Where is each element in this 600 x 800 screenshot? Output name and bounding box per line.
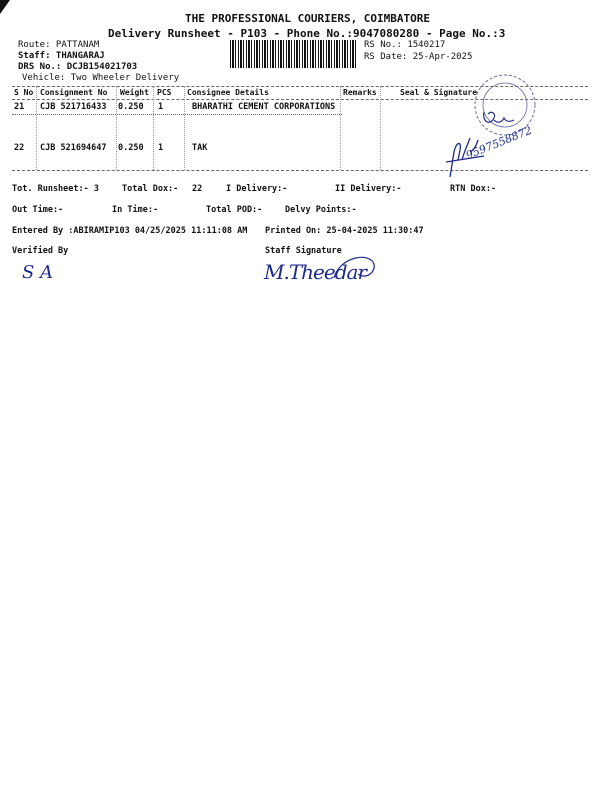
handwritten-phone: 9597558872 [464, 123, 534, 163]
staff-handwritten-signature: M.Theedar [264, 260, 367, 284]
out-time: Out Time:- [12, 205, 64, 215]
company-title: THE PROFESSIONAL COURIERS, COIMBATORE [185, 12, 431, 25]
col-divider [340, 86, 341, 170]
table-row-2-consignment: CJB 521694647 [40, 143, 107, 153]
col-header-pcs: PCS [157, 88, 172, 97]
entered-by: Entered By :ABIRAMIP103 04/25/2025 11:11:08 AM [12, 226, 248, 236]
col-header-remarks: Remarks [343, 88, 377, 97]
total-pod: Total POD:- [206, 205, 263, 215]
delvy-points: Delvy Points:- [285, 205, 357, 215]
table-bottom-rule [12, 170, 588, 171]
receiver-signature-1 [480, 108, 520, 130]
table-row-2-pcs: 1 [158, 143, 164, 153]
row-divider [12, 114, 342, 115]
ii-delivery: II Delivery:- [335, 184, 402, 194]
table-row-1-weight: 0.250 [118, 102, 144, 112]
drs-number: DRS No.: DCJB154021703 [18, 62, 138, 72]
printed-on: Printed On: 25-04-2025 11:30:47 [265, 226, 424, 236]
receiver-signature-2 [440, 132, 490, 182]
total-dox-value: 22 [192, 184, 203, 194]
table-row-2-consignee: TAK [192, 143, 208, 153]
col-divider [153, 86, 154, 170]
table-row-1-sno: 21 [14, 102, 25, 112]
vehicle-label: Vehicle: Two Wheeler Delivery [22, 73, 180, 83]
table-row-2-weight: 0.250 [118, 143, 144, 153]
tot-runsheet: Tot. Runsheet:- 3 [12, 184, 99, 194]
verified-signature: S A [22, 262, 54, 283]
table-row-1-consignment: CJB 521716433 [40, 102, 107, 112]
col-header-consignment: Consignment No [40, 88, 108, 97]
table-row-1-pcs: 1 [158, 102, 164, 112]
col-header-seal-signature: Seal & Signature [400, 88, 478, 97]
staff-signature-flourish [330, 250, 380, 285]
i-delivery: I Delivery:- [226, 184, 288, 194]
rs-date: RS Date: 25-Apr-2025 [364, 52, 473, 62]
staff-signature-label: Staff Signature [265, 246, 342, 256]
barcode [230, 40, 358, 68]
table-row-2-sno: 22 [14, 143, 25, 153]
runsheet-subtitle: Delivery Runsheet - P103 - Phone No.:9047080280 - Page No.:3 [108, 27, 506, 40]
col-header-sno: S No [14, 88, 34, 97]
rs-number: RS No.: 1540217 [364, 40, 446, 50]
col-header-consignee: Consignee Details [187, 88, 269, 97]
rtn-dox: RTN Dox:- [450, 184, 497, 194]
col-header-weight: Weight [120, 88, 149, 97]
total-dox-label: Total Dox:- [122, 184, 179, 194]
col-divider [116, 86, 117, 170]
table-row-1-consignee: BHARATHI CEMENT CORPORATIONS [192, 102, 336, 112]
page-corner-mark [0, 0, 10, 14]
staff-label: Staff: THANGARAJ [18, 51, 105, 61]
verified-by-label: Verified By [12, 246, 69, 256]
col-divider [36, 86, 37, 170]
in-time: In Time:- [112, 205, 159, 215]
col-divider [380, 86, 381, 170]
route-label: Route: PATTANAM [18, 40, 100, 50]
col-divider [184, 86, 185, 170]
